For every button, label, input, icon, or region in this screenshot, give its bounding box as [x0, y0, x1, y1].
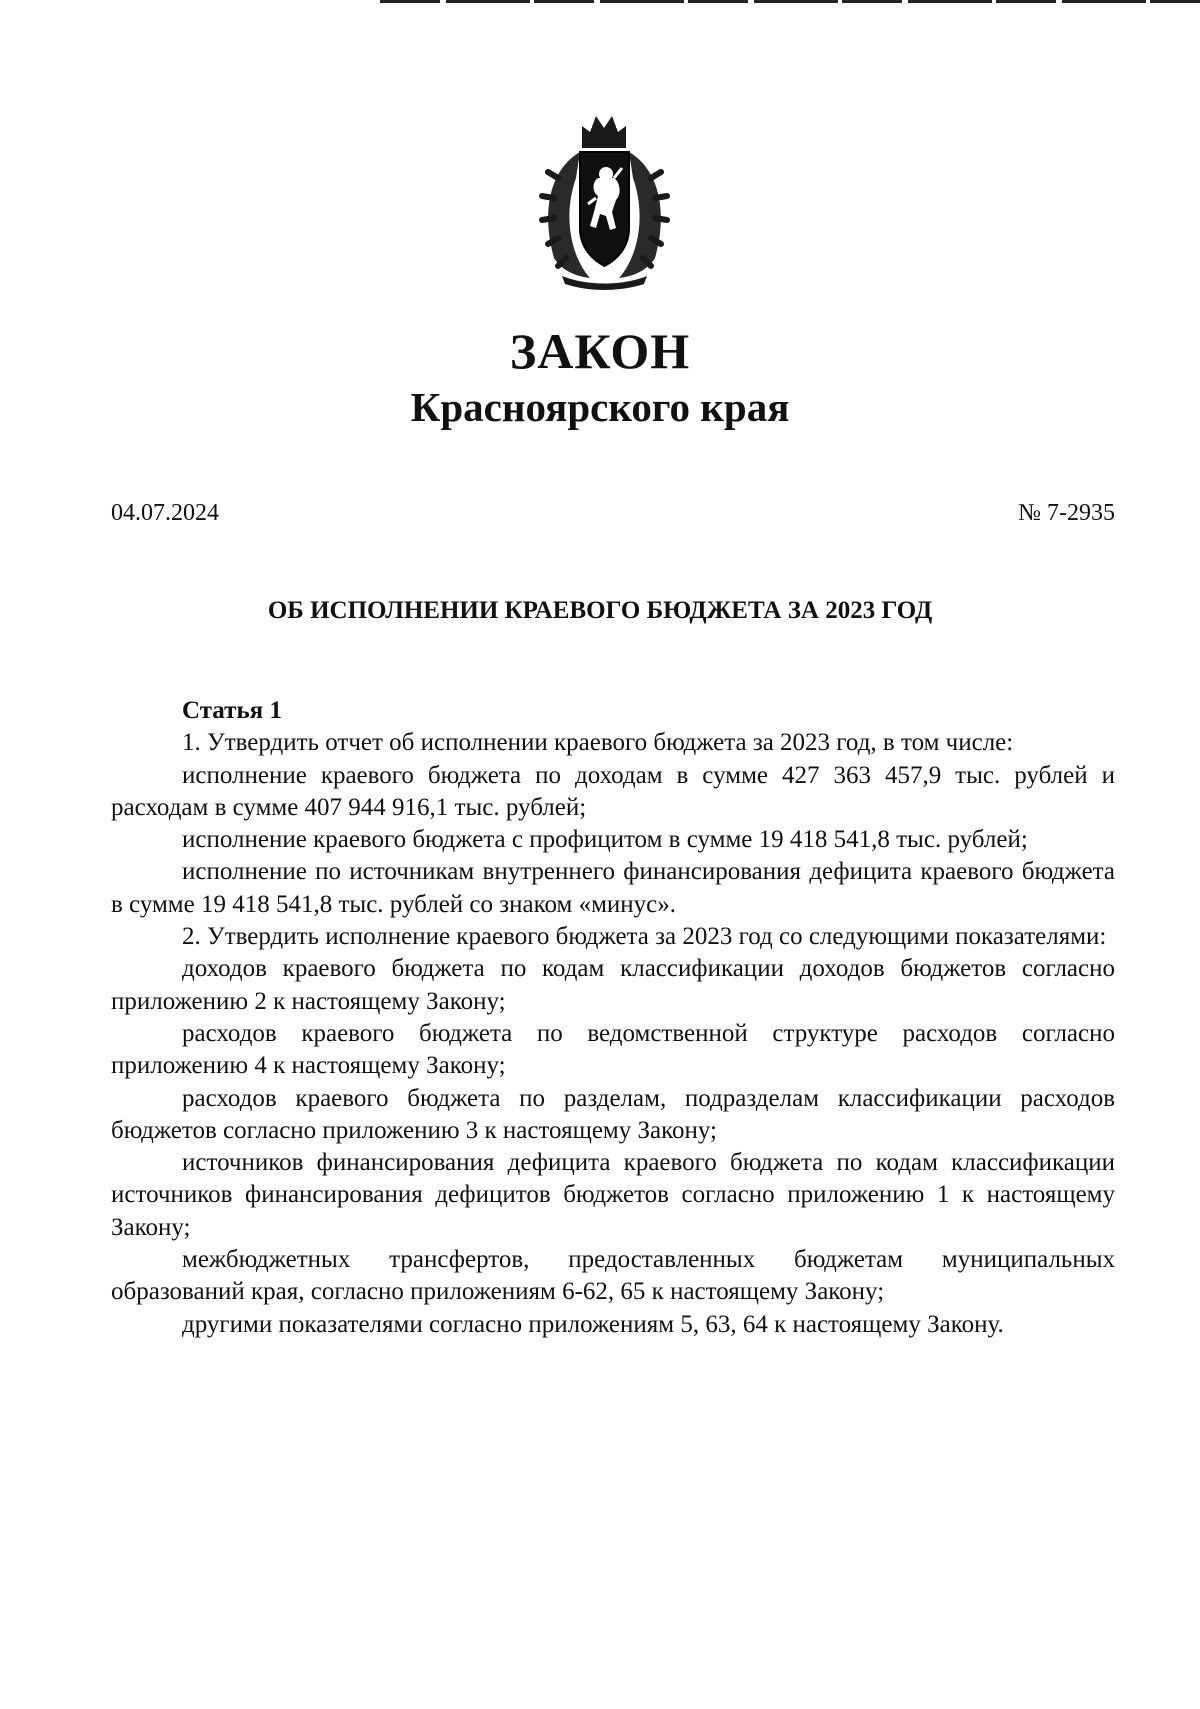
article-paragraph: источников финансирования дефицита краевого бюджета по кодам классификации источников финансирования дефицитов бюджетов согласно приложению 1 к настоящему Закону;	[111, 1149, 1115, 1241]
law-number: № 7-2935	[1018, 500, 1115, 526]
law-title: ЗАКОН	[509, 323, 691, 379]
article-paragraph: исполнение по источникам внутреннего финансирования дефицита краевого бюджета в сумме 19 418 541,8 тыс. рублей со знаком «минус».	[111, 858, 1115, 918]
article-paragraph: исполнение краевого бюджета с профицитом в сумме 19 418 541,8 тыс. рублей;	[182, 826, 1028, 854]
article-paragraph: 2. Утвердить исполнение краевого бюджета за 2023 год со следующими показателями:	[182, 923, 1107, 951]
krasnoyarsk-coat-of-arms-icon	[532, 108, 677, 290]
scan-top-rule	[380, 0, 1200, 3]
law-region: Красноярского края	[410, 384, 790, 430]
article-paragraph: исполнение краевого бюджета по доходам в сумме 427 363 457,9 тыс. рублей и расходам в сумме 407 944 916,1 тыс. рублей;	[111, 761, 1115, 821]
law-body	[111, 695, 1115, 1341]
article-paragraph: другими показателями согласно приложениям 5, 63, 64 к настоящему Закону.	[182, 1310, 1004, 1338]
law-subject: ОБ ИСПОЛНЕНИИ КРАЕВОГО БЮДЖЕТА ЗА 2023 ГОД	[267, 597, 933, 624]
article-paragraph: межбюджетных трансфертов, предоставленных бюджетам муниципальных образований края, согласно приложениям 6-62, 65 к настоящему Закону;	[111, 1246, 1115, 1306]
article-paragraph: расходов краевого бюджета по разделам, подразделам классификации расходов бюджетов согласно приложению 3 к настоящему Закону;	[111, 1084, 1115, 1144]
article-paragraph: 1. Утвердить отчет об исполнении краевого бюджета за 2023 год, в том числе:	[182, 729, 1014, 757]
law-date: 04.07.2024	[111, 500, 219, 526]
article-paragraph: расходов краевого бюджета по ведомственной структуре расходов согласно приложению 4 к настоящему Закону;	[111, 1019, 1115, 1080]
article-paragraph: доходов краевого бюджета по кодам классификации доходов бюджетов согласно приложению 2 к настоящему Закону;	[111, 955, 1115, 1015]
article-heading: Статья 1	[182, 697, 282, 724]
